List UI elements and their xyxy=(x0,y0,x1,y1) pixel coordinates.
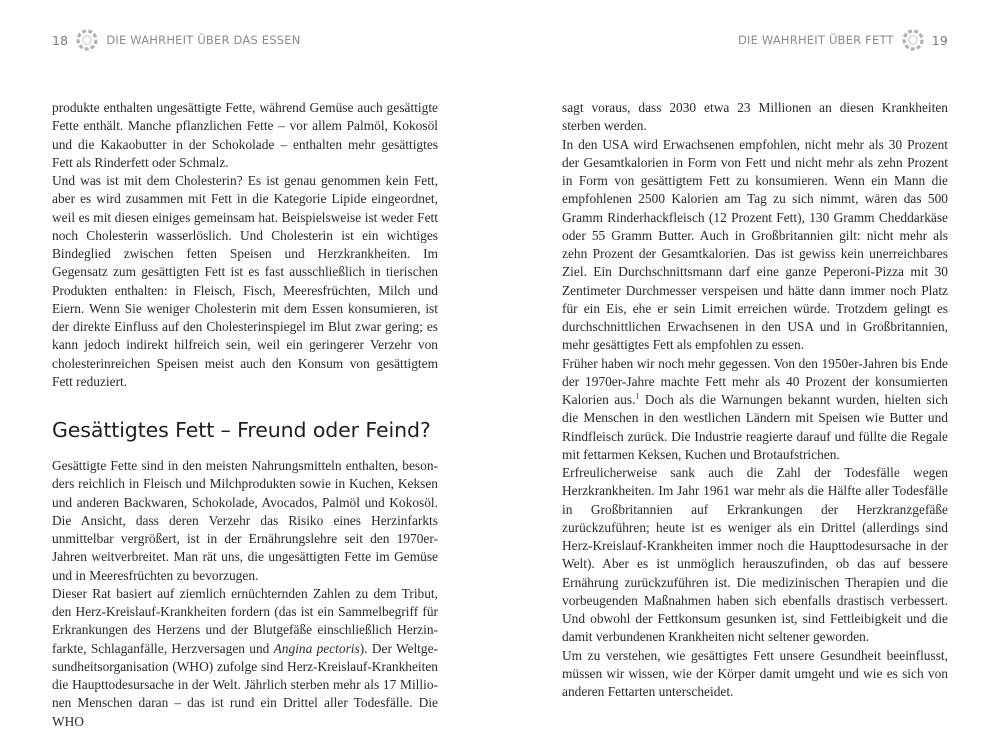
paragraph: produkte enthalten ungesättigte Fette, während Gemüse auch gesättigte Fette enthält. Manche pflanzlichen Fette – vor allem Palmöl, Kokosöl und die Kakaobutter in der Schokolade – enthalten mehr gesättigtes Fett als Rinderfett oder Schmalz. xyxy=(52,100,438,170)
page-number: 18 xyxy=(52,32,69,48)
paragraph: Um zu verstehen, wie gesättigtes Fett unsere Gesundheit beeinflusst, müssen wir wissen, wie der Körper damit umgeht und wie es sich von anderen Fettarten unterscheidet. xyxy=(562,647,948,699)
paragraph-text: Doch als die Warnungen bekannt wurden, hielten sich die Menschen in den westlichen Ländern mit Speisen wie Butter und Rindfleisch zurück. Die Industrie reagierte darauf und füllte die Regale mit fettarmen Keksen, Kuchen und Brotaufstrichen. xyxy=(562,392,948,462)
italic-term: Angina pectoris xyxy=(273,640,360,656)
paragraph: sagt voraus, dass 2030 etwa 23 Millionen an diesen Krankheiten sterben werden. xyxy=(562,100,948,134)
ring-emblem-icon xyxy=(76,29,98,51)
ring-emblem-icon xyxy=(902,29,924,51)
right-page xyxy=(500,0,1000,741)
paragraph: In den USA wird Erwachsenen empfohlen, nicht mehr als 30 Prozent der Gesamtkalorien in Form von Fett und nicht mehr als zehn Prozent in Form von gesättigtem Fett zu konsumieren. Wenn ein Mann die empfohlenen 2500 Kalorien am Tag zu sich nimmt, wären das 500 Gramm Rinderhackfleisch (12 Prozent Fett), 130 Gramm Cheddarkäse oder 55 Gramm Butter. Auch in Großbritannien gilt: nicht mehr als zehn Prozent der Gesamtkalorien. Das ist gewiss kein unerreichbares Ziel. Ein Durchschnittsmann darf eine ganze Peperoni-Pizza mit 30 Zentimeter Durchmesser verspeisen und hätte dann immer noch Platz für ein Eis, ehe er sein Limit erreichen würde. Trotzdem gelingt es durchschnittlichen Erwachsenen in den USA und in Großbritannien, mehr gesättigtes Fett als empfohlen zu essen. xyxy=(562,136,948,353)
paragraph xyxy=(52,585,438,731)
footnote-marker: 1 xyxy=(635,391,640,401)
running-header-left xyxy=(52,29,301,51)
text-column-left xyxy=(52,99,438,731)
running-header-right xyxy=(738,29,948,51)
paragraph: Erfreulicherweise sank auch die Zahl der Todesfälle wegen Herzkrankheiten. Im Jahr 1961 war mehr als die Hälfte aller Todesfälle in Großbritannien auf Erkrankungen der Herzkranzgefäße zurückzuführen; heute ist es weniger als ein Drittel (allerdings sind Herz-Kreislauf-Krankheiten immer noch die Haupttodesursache in der Welt). Aber es ist unmöglich herauszufinden, ob das auf bessere Ernährung zurückzuführen ist. Die medizinischen Therapien und die vorbeugenden Maßnahmen haben sich ebenfalls drastisch verbessert. Und obwohl der Fettkonsum gesunken ist, sind Fettleibigkeit und die damit verbundenen Krankheiten nicht seltener geworden. xyxy=(562,465,948,645)
running-title: DIE WAHRHEIT ÜBER DAS ESSEN xyxy=(106,33,301,47)
paragraph-text: Früher haben wir noch mehr gegessen. Von den 1950er-Jahren bis Ende der 1970er-Jahre machte Fett mehr als 40 Prozent der konsumierten Kalorien aus. xyxy=(562,355,948,407)
paragraph-text: Dieser Rat basiert auf ziemlich ernüchternden Zahlen zu dem Tribut, den Herz-Kreislauf-Krankheiten fordern (das ist ein Sammelbegriff für Erkrankungen des Herzens und der Blutgefäße einschließlich Herzinfarkte, Schlaganfälle, Herzversagen und xyxy=(52,585,438,656)
paragraph xyxy=(562,355,948,465)
paragraph: Und was ist mit dem Cholesterin? Es ist genau genommen kein Fett, aber es wird zusammen mit Fett in die Kategorie Lipide eingeordnet, weil es mit diesen einiges gemeinsam hat. Beispielsweise ist weder Fett noch Cholesterin wasserlöslich. Und Cholesterin ist ein wichtiges Bindeglied zwischen fetten Speisen und Herzkrankheiten. Im Gegensatz zum gesättigten Fett ist es fast ausschließlich in tierischen Produkten enthalten: in Fleisch, Fisch, Meeresfrüchten, Milch und Eiern. Wenn Sie weniger Cholesterin mit dem Essen konsumieren, ist der direkte Einfluss auf den Cholesterinspiegel im Blut zwar gering; es kann jedoch indirekt hilfreich sein, weil ein geringerer Verzehr von cholesterinreichen Speisen meist auch den Konsum von gesättigtem Fett reduziert. xyxy=(52,173,438,389)
page-number: 19 xyxy=(931,32,948,48)
paragraph: Gesättigte Fette sind in den meisten Nahrungsmitteln enthalten, besonders reichlich in Fleisch und Milchprodukten sowie in Kuchen, Keksen und anderen Backwaren, Schokolade, Avocados, Palmöl und Kokosöl. Die Ansicht, dass deren Verzehr das Risiko eines Herzinfarkts unmittelbar vergrößert, ist in der Ernährungslehre seit den 1970er-Jahren weitverbreitet. Man rät uns, die ungesättigten Fette im Gemüse und in Meeresfrüchten zu bevorzugen. xyxy=(52,458,438,583)
running-title: DIE WAHRHEIT ÜBER FETT xyxy=(737,33,894,47)
paragraph-text: ). Der Weltgesundheitsorganisation (WHO) zufolge sind Herz-Kreislauf-Krankheiten die Haupttodesursache in der Welt. Jährlich sterben mehr als 17 Millionen Menschen daran – das ist rund ein Drittel aller Todesfälle. Die WHO xyxy=(52,640,438,729)
text-column-right xyxy=(562,99,948,701)
section-heading: Gesättigtes Fett – Freund oder Feind? xyxy=(52,418,431,442)
